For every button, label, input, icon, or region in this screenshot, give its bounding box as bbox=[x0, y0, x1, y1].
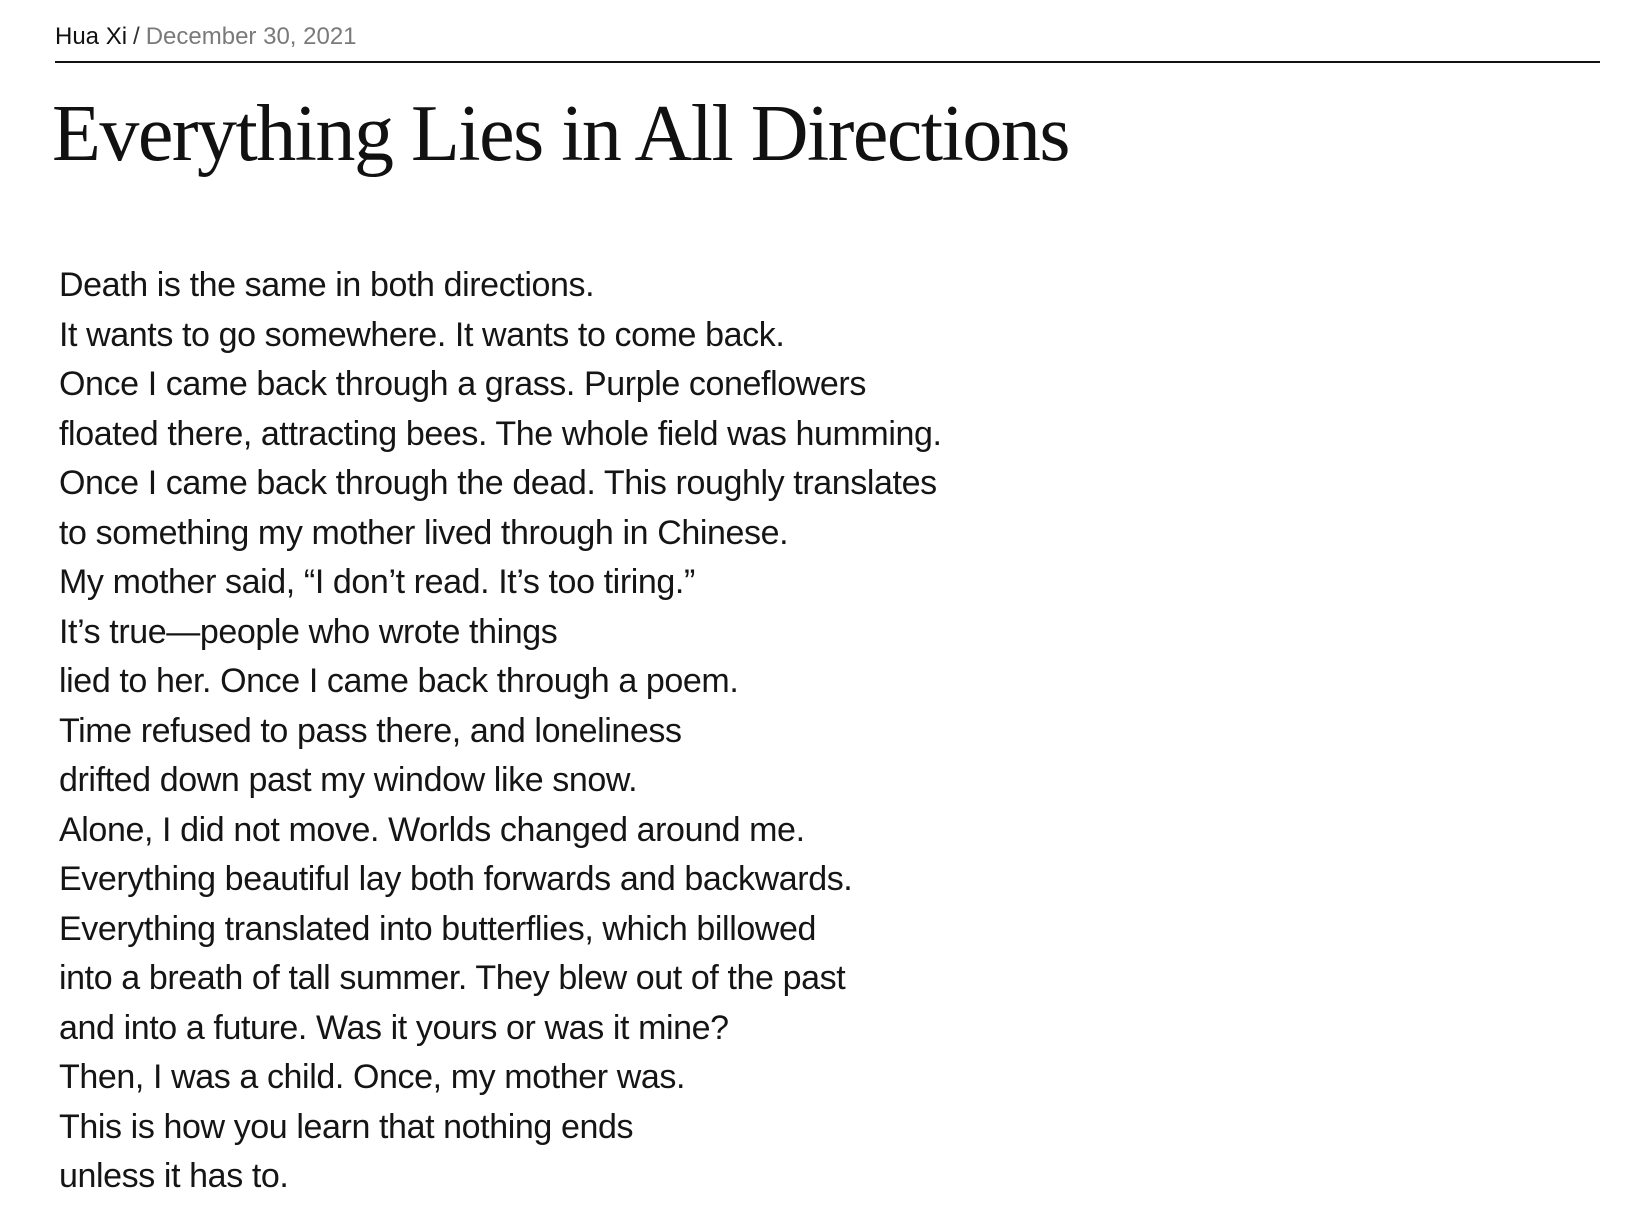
poem-line: into a breath of tall summer. They blew out of the past bbox=[59, 959, 846, 997]
poem-line: Everything translated into butterflies, which billowed bbox=[59, 909, 817, 948]
poem-line: floated there, attracting bees. The whole field was humming. bbox=[59, 414, 942, 453]
poem-line: Once I came back through the dead. This roughly translates bbox=[59, 464, 937, 502]
poem-line: It’s true—people who wrote things bbox=[59, 612, 558, 651]
poem-line: Alone, I did not move. Worlds changed around me. bbox=[59, 810, 805, 849]
poem-line: Everything beautiful lay both forwards and backwards. bbox=[59, 860, 853, 898]
poem-line: lied to her. Once I came back through a poem. bbox=[59, 662, 739, 700]
poem-line: Then, I was a child. Once, my mother was. bbox=[59, 1058, 686, 1096]
header-divider bbox=[55, 61, 1600, 63]
publish-date: December 30, 2021 bbox=[145, 23, 357, 50]
page-title: Everything Lies in All Directions bbox=[52, 90, 1069, 178]
author-link[interactable]: Hua Xi bbox=[55, 23, 128, 50]
poem-line: Time refused to pass there, and loneliness bbox=[59, 711, 682, 750]
poem-line: to something my mother lived through in Chinese. bbox=[59, 513, 789, 552]
poem-line: unless it has to. bbox=[59, 1157, 289, 1195]
poem-line: Once I came back through a grass. Purple coneflowers bbox=[59, 365, 866, 403]
poem-line: Death is the same in both directions. bbox=[59, 266, 595, 304]
poem-line: drifted down past my window like snow. bbox=[59, 761, 638, 799]
poem-body bbox=[59, 261, 942, 1202]
poem-line: and into a future. Was it yours or was it mine? bbox=[59, 1008, 729, 1047]
byline bbox=[55, 20, 357, 54]
poem-line: My mother said, “I don’t read. It’s too tiring.” bbox=[59, 563, 695, 601]
poem-line: It wants to go somewhere. It wants to come back. bbox=[59, 315, 785, 354]
byline-separator: / bbox=[133, 23, 140, 50]
poem-line: This is how you learn that nothing ends bbox=[59, 1107, 634, 1146]
